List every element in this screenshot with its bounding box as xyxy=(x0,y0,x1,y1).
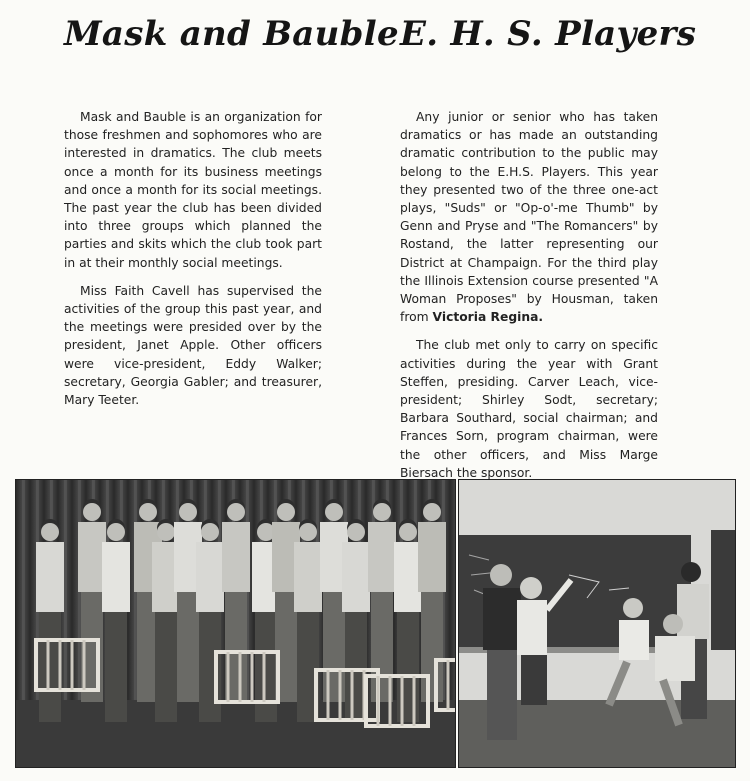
mask-and-bauble-group-photo xyxy=(15,479,456,768)
ehs-players-paragraph-2: The club met only to carry on specific activities during the year with Grant Steffen, presiding. Carver Leach, vice-president; Shirley Sodt, secretary; Barbara Southard, social chairman; and Frances Sorn, program chairman, were the other officers, and Miss Marge Biersach the sponsor. xyxy=(400,338,658,480)
mask-and-bauble-paragraph-1: Mask and Bauble is an organization for those freshmen and sophomores who are interested in dramatics. The club meets once a month for its business meetings and once a month for its social meetings. The past year the club has been divided into three groups which planned the parties and skits which the club took part in at their monthly social meetings. xyxy=(64,110,322,270)
mask-and-bauble-text xyxy=(64,108,322,419)
mask-and-bauble-paragraph-2: Miss Faith Cavell has supervised the activities of the group this past year, and the meetings were presided over by the president, Janet Apple. Other officers were vice-president, Eddy Walker; secretary, Georgia Gabler; and treasurer, Mary Teeter. xyxy=(64,283,322,408)
ehs-players-paragraph-1 xyxy=(400,108,658,326)
ehs-players-blackboard-photo xyxy=(458,479,736,768)
ehs-players-paragraph-1-text: Any junior or senior who has taken dramatics or has made an outstanding dramatic contribution to the public may belong to the E.H.S. Players. This year they presented two of the three one-act plays, "Suds" or "Op-o'-me Thumb" by Genn and Pryse and "The Romancers" by Rostand, the latter representing our District at Champaign. For the third play the Illinois Extension course presented "A Woman Proposes" by Housman, taken from xyxy=(400,110,658,325)
victoria-regina-title: Victoria Regina. xyxy=(432,310,544,325)
ehs-players-heading: E. H. S. Players xyxy=(400,14,697,54)
mask-and-bauble-heading: Mask and Bauble xyxy=(64,14,399,54)
ehs-players-text xyxy=(400,108,658,492)
